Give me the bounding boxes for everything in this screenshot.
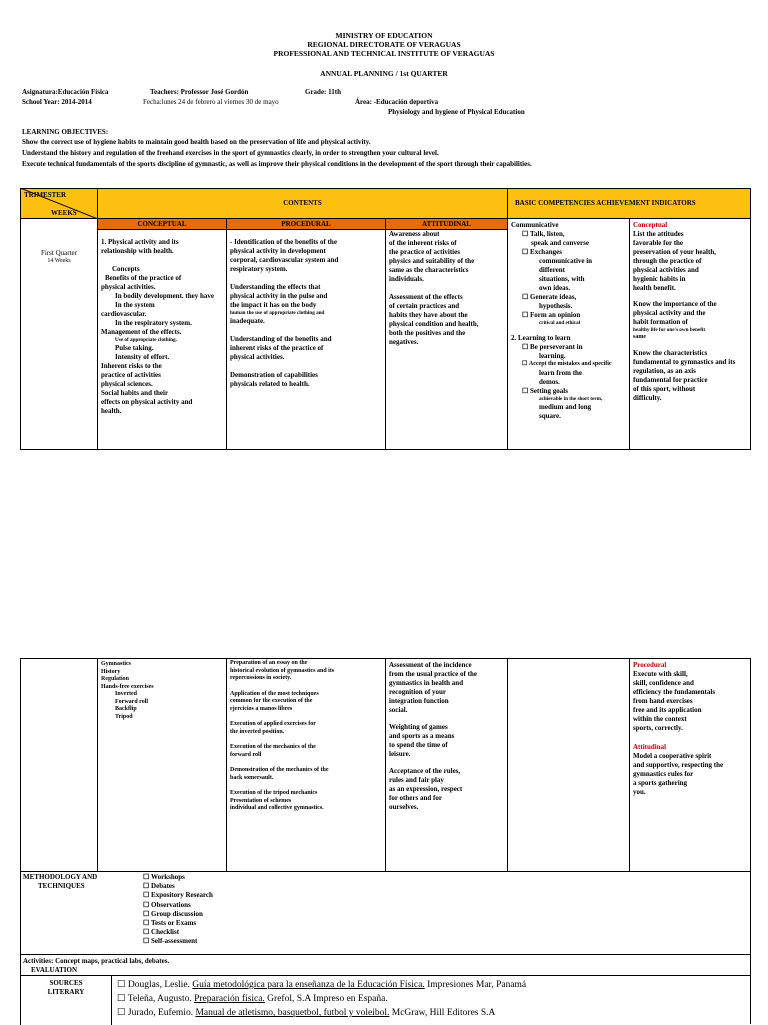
plan-title: ANNUAL PLANNING / 1st QUARTER (320, 69, 448, 78)
competency-line: critical and ethical (539, 320, 581, 326)
t2-indicator-line: gymnastics rules for (633, 770, 694, 778)
attitudinal-line: physical condition and health, (389, 320, 479, 328)
attitudinal-line: of certain practices and (389, 302, 460, 310)
conceptual-line: health. (101, 407, 122, 415)
attitudinal-list (386, 230, 507, 347)
area-label: Área: -Educación deportiva (355, 98, 439, 106)
activities-row (20, 954, 751, 976)
procedural-cell (226, 229, 386, 450)
t2-procedural-line: Demonstration of the mechanics of the (230, 767, 329, 773)
conceptual-line: In the system (115, 301, 155, 309)
evaluation-label: EVALUATION (31, 966, 78, 974)
sources-label-cell (20, 975, 112, 1025)
conceptual-line: Intensity of effort. (115, 353, 170, 361)
indicator-line: favorable for the (633, 239, 684, 247)
conceptual-line: physical activities. (101, 283, 156, 291)
t2-attitudinal-line: rules and fair play (389, 776, 444, 784)
competencies-list (508, 219, 629, 421)
t2-procedural-list (227, 659, 385, 813)
conceptual-line: physical sciences. (101, 380, 153, 388)
reference-author: Teleña, Augusto. (127, 994, 192, 1004)
reference-publisher: McGraw, Hill Editores S.A (391, 1008, 496, 1018)
indicator-line: preservation of your health, (633, 248, 716, 256)
t2-procedural-cell (226, 658, 386, 872)
indicators-attitudinal-title: Attitudinal (633, 743, 667, 751)
attitudinal-line: negatives. (389, 338, 419, 346)
procedural-line: Understanding of the benefits and (230, 335, 332, 343)
reference-item: ☐ Teleña, Augusto. Preparación física. Grefol, S.A Impreso en España. (117, 994, 388, 1004)
t2-indicator-line: a sports gathering (633, 779, 688, 787)
indicator-line: same (633, 334, 646, 340)
objective-1: Show the correct use of hygiene habits to maintain good health based on the preservation of life and physical activity. (22, 138, 371, 146)
competencies-cell (507, 218, 630, 450)
indicator-line: difficulty. (633, 393, 662, 402)
quarter-label: First Quarter (41, 249, 77, 257)
ministry-title: MINISTRY OF EDUCATION (335, 31, 433, 40)
t2-conceptual-cell (97, 658, 227, 872)
conceptual-line: Use of appropriate clothing. (115, 337, 177, 343)
teacher-label: Teachers: Professor José Gordón (150, 88, 249, 96)
t2-procedural-line: ejercicios a manos libres (230, 705, 293, 712)
t2-attitudinal-line: ourselves. (389, 803, 419, 811)
sources-label-2: LITERARY (47, 988, 85, 996)
t2-procedural-line: Presentation of schemes (230, 797, 292, 804)
reference-item: ☐ Douglas, Leslie. Guía metodológica para la enseñanza de la Educación Física. Impresiones Mar, Panamá (117, 980, 527, 990)
competency-line: Communicative (511, 221, 559, 229)
sources-label-1: SOURCES (49, 979, 83, 987)
dates-label: Fecha:lunes 24 de febrero al viernes 30 de mayo (143, 98, 279, 106)
t2-conceptual-line: Gymnastics (101, 661, 131, 667)
t2-attitudinal-line: social. (389, 706, 408, 714)
procedural-line: physical activity in the pulse and (230, 292, 328, 300)
t2-attitudinal-line: Acceptance of the rules, (389, 767, 461, 775)
indicator-line: hygienic habits in (633, 275, 686, 283)
indicator-line: fundamental for practice (633, 375, 708, 384)
methodology-item: ☐ Observations (143, 901, 213, 910)
conceptual-line: In bodily development. they have (115, 292, 214, 300)
objective-3: Execute technical fundamentals of the sports discipline of gymnastic, as well as improve their physical conditions in the development of the sport through their capabilities. (22, 160, 532, 168)
procedural-line: corporal, cardiovascular system and (230, 256, 339, 264)
basic-competencies-label: BASIC COMPETENCIES ACHIEVEMENT INDICATORS (515, 199, 696, 207)
t2-attitudinal-line: from the usual practice of the (389, 670, 477, 678)
procedural-line: Understanding the effects that (230, 283, 321, 291)
t2-attitudinal-line: leisure. (389, 750, 411, 758)
indicator-line: physical activity and the (633, 309, 706, 317)
conceptual-line: 1. Physical activity and its (101, 238, 179, 246)
subject-label: Asignatura:Educación Física (22, 88, 109, 96)
procedural-line: human the use of appropriate clothing and (230, 310, 325, 316)
trimester-label: TRIMESTER (24, 191, 67, 199)
competency-line: learn from the (539, 368, 583, 377)
indicator-line: healthy life for one's own benefit (633, 327, 706, 333)
conceptual-line: Concepts (112, 265, 140, 273)
conceptual-line: Inherent risks to the (101, 362, 162, 370)
competency-line: ☐ Generate ideas, (511, 293, 629, 302)
reference-publisher: Impresiones Mar, Panamá (427, 980, 527, 990)
t2-indicator-line: Execute with skill, (633, 670, 688, 678)
t2-indicator-line: you. (633, 788, 646, 796)
methodology-item: ☐ Debates (143, 882, 213, 891)
methodology-item: ☐ Group discussion (143, 910, 213, 919)
indicator-line: List the attitudes (633, 230, 684, 238)
indicator-line: of this sport, without (633, 384, 696, 393)
competency-line: learning. (539, 352, 566, 360)
competency-line: ☐ Talk, listen, (511, 230, 629, 239)
t2-indicator-line: sports, correctly. (633, 724, 683, 732)
institute-title: PROFESSIONAL AND TECHNICAL INSTITUTE OF VERAGUAS (273, 49, 495, 58)
objectives-title: LEARNING OBJECTIVES: (22, 128, 109, 136)
conceptual-cell (97, 229, 227, 450)
conceptual-header-label: CONCEPTUAL (137, 220, 187, 228)
t2-procedural-line: Execution of the tripod mechanics (230, 790, 318, 796)
t2-attitudinal-line: gymnastics in health and (389, 679, 464, 687)
procedural-line: physical activities. (230, 353, 285, 361)
procedural-line: the impact it has on the body (230, 301, 317, 309)
t2-conceptual-line: Backflip (115, 706, 137, 712)
t2-competencies-cell (507, 658, 630, 872)
t2-attitudinal-line: as an expression, respect (389, 785, 463, 793)
competency-line: achievable in the short term, (539, 395, 603, 402)
t2-conceptual-line: Inverted (115, 691, 137, 697)
methodology-item: ☐ Workshops (143, 873, 213, 882)
competency-line: communicative in (539, 257, 593, 265)
weeks-label: WEEKS (51, 209, 77, 217)
t2-procedural-line: historical evolution of gymnastics and its (230, 667, 335, 674)
references-list (117, 978, 526, 1020)
indicator-line: Know the importance of the (633, 300, 717, 308)
t2-indicator-line: within the context (633, 715, 687, 723)
t2-attitudinal-line: for others and for (389, 794, 442, 802)
attitudinal-line: of the inherent risks of (389, 239, 457, 247)
t2-attitudinal-cell (385, 658, 508, 872)
competency-line: own ideas. (539, 284, 571, 292)
reference-author: Douglas, Leslie. (127, 980, 190, 990)
conceptual-line: Pulse taking. (115, 344, 154, 352)
attitudinal-line: the practice of activities (389, 248, 460, 256)
t2-attitudinal-line: Assessment of the incidence (389, 661, 472, 669)
attitudinal-header-label: ATTITUDINAL (422, 220, 471, 228)
competency-line: 2. Learning to learn (511, 334, 571, 342)
t2-attitudinal-line: recognition of your (389, 688, 447, 696)
procedural-line: - Identification of the benefits of the (230, 238, 337, 246)
procedural-line: physicals related to health. (230, 380, 310, 388)
attitudinal-line: both the positives and the (389, 329, 466, 337)
methodology-label-1: METHODOLOGY AND (23, 873, 98, 881)
reference-author: Jurado, Eufemio. (127, 1008, 194, 1018)
methodology-item: ☐ Tests or Exams (143, 919, 213, 928)
t2-conceptual-line: Hands-free exercises (101, 683, 154, 690)
directorate-title: REGIONAL DIRECTORATE OF VERAGUAS (307, 40, 461, 49)
indicator-line: through the practice of (633, 257, 702, 265)
indicator-line: Know the characteristics (633, 348, 708, 357)
methodology-label-2: TECHNIQUES (38, 882, 85, 890)
quarter-weeks-label: 14 Weeks (47, 258, 71, 264)
t2-procedural-line: Preparation of an essay on the (230, 660, 308, 666)
t2-indicators-cell (629, 658, 751, 872)
conceptual-line: effects on physical activity and (101, 398, 193, 406)
methodology-item: ☐ Self-assessment (143, 937, 213, 946)
conceptual-line: practice of activities (101, 371, 161, 379)
t2-attitudinal-line: Weighting of games (389, 723, 448, 731)
indicator-line: health benefit. (633, 284, 676, 292)
contents-header (97, 188, 508, 219)
attitudinal-line: same as the characteristics (389, 266, 469, 274)
indicators-conceptual-title: Conceptual (633, 221, 668, 229)
competency-line: medium and long (539, 402, 592, 411)
conceptual-line: Social habits and their (101, 389, 169, 397)
competency-line: different (539, 266, 565, 274)
competency-line: ☐ Setting goals (511, 387, 629, 396)
competency-line: square. (539, 411, 561, 420)
t2-conceptual-list (98, 659, 226, 721)
conceptual-line: In the respiratory system. (115, 319, 192, 327)
t2-indicator-line: Model a cooperative spirit (633, 752, 712, 760)
conceptual-line: cardiovascular. (101, 310, 147, 318)
conceptual-line: Benefits of the practice of (105, 274, 182, 282)
competency-line: ☐ Form an opinion (511, 311, 629, 320)
procedural-line: Demonstration of capabilities (230, 371, 318, 379)
conceptual-list (98, 230, 226, 416)
methodology-list (143, 873, 213, 947)
procedural-header-label: PROCEDURAL (281, 220, 331, 228)
t2-indicators-list (630, 659, 750, 797)
sources-row (20, 975, 751, 1024)
reference-publisher: Grefol, S.A Impreso en España. (267, 994, 388, 1004)
competency-line: ☐ Exchanges (511, 248, 629, 257)
competency-line: hypothesis. (539, 302, 573, 310)
activities-label: Activities: Concept maps, practical labs, debates. (23, 957, 170, 965)
basic-competencies-header (507, 188, 751, 219)
attitudinal-line: Awareness about (389, 230, 440, 238)
objective-2: Understand the history and regulation of the freehand exercises in the sport of gymnastics clearly, in order to strengthen your cultural level. (22, 149, 439, 157)
t2-procedural-line: repercussions in society. (230, 675, 292, 681)
methodology-item: ☐ Expository Research (143, 891, 213, 900)
conceptual-line: Management of the effects. (101, 328, 182, 336)
methodology-row (20, 871, 751, 955)
procedural-line: inherent risks of the practice of (230, 344, 324, 352)
indicators-cell (629, 218, 751, 450)
competency-line: speak and converse (531, 239, 589, 247)
attitudinal-cell (385, 229, 508, 450)
contents-label: CONTENTS (283, 199, 322, 207)
competency-line: ☐ Be perseverant in (511, 343, 629, 352)
conceptual-line: relationship with health. (101, 247, 174, 255)
t2-conceptual-line: History (101, 668, 121, 675)
indicators-procedural-title: Procedural (633, 661, 667, 669)
procedural-line: physical activity in development (230, 247, 326, 255)
indicator-line: regulation, as an axis (633, 366, 696, 375)
t2-indicator-line: and supportive, respecting the (633, 761, 724, 769)
t2-indicator-line: from hand exercises (633, 697, 693, 705)
indicator-line: physical activities and (633, 266, 699, 274)
indicator-line: habit formation of (633, 318, 688, 326)
t2-attitudinal-line: to spend the time of (389, 741, 448, 749)
t2-indicator-line: free and its application (633, 706, 702, 714)
attitudinal-line: physics and suitability of the (389, 257, 475, 265)
t2-conceptual-line: Forward roll (115, 698, 149, 705)
reference-title: Manual de atletismo, basquetbol, futbol y voleibol. (195, 1008, 390, 1018)
school-year-label: School Year: 2014-2014 (22, 98, 92, 106)
t2-attitudinal-line: and sports as a means (389, 732, 455, 740)
attitudinal-line: habits they have about the (389, 311, 468, 319)
indicator-line: fundamental to gymnastics and its (633, 357, 736, 366)
t2-left-cell (20, 658, 98, 872)
methodology-item: ☐ Checklist (143, 928, 213, 937)
quarter-cell (20, 218, 98, 450)
reference-title: Preparación física. (194, 994, 265, 1004)
reference-title: Guía metodológica para la enseñanza de la Educación Física. (192, 980, 425, 990)
procedural-line: inadequate. (230, 317, 265, 325)
t2-indicator-line: efficiency the fundamentals (633, 688, 716, 696)
t2-procedural-line: Application of the most techniques (230, 690, 319, 697)
competency-line: situations, with (539, 275, 585, 283)
t2-indicator-line: skill, confidence and (633, 679, 694, 687)
t2-procedural-line: the inverted position. (230, 728, 285, 735)
t2-procedural-line: common for the execution of the (230, 698, 313, 704)
t2-procedural-line: individual and collective gymnastics. (230, 805, 324, 811)
attitudinal-line: individuals. (389, 275, 424, 283)
area-sub-label: Physiology and hygiene of Physical Education (388, 108, 525, 116)
t2-procedural-line: forward roll (230, 751, 262, 758)
competency-line: ☐ Accept the mistakes and specific (511, 361, 629, 369)
procedural-line: respiratory system. (230, 265, 288, 273)
indicators-list (630, 219, 750, 403)
t2-attitudinal-line: integration function (389, 697, 449, 705)
t2-conceptual-line: Tripod (115, 713, 133, 720)
t2-attitudinal-list (386, 659, 507, 812)
t2-procedural-line: Execution of the mechanics of the (230, 744, 316, 750)
competency-line: demos. (539, 377, 560, 386)
t2-procedural-line: back somersault. (230, 774, 274, 781)
t2-conceptual-line: Regulation (101, 676, 130, 682)
attitudinal-line: Assessment of the effects (389, 293, 463, 301)
reference-item: ☐ Jurado, Eufemio. Manual de atletismo, basquetbol, futbol y voleibol. McGraw, Hill Editores S.A (117, 1008, 496, 1018)
trimester-weeks-cell (20, 188, 98, 219)
procedural-list (227, 230, 385, 389)
grade-label: Grade: 11th (305, 88, 341, 96)
t2-procedural-line: Execution of applied exercises for (230, 721, 316, 727)
